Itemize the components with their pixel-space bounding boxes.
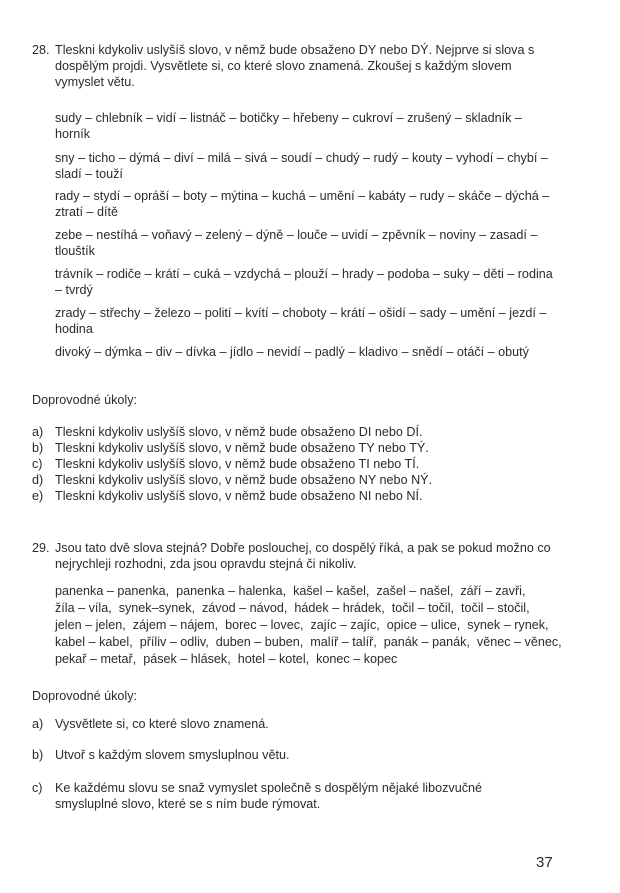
pair-line-5: pekař – metař, pásek – hlásek, hotel – kotel, konec – kopec — [55, 652, 398, 666]
exercise-29-number: 29. — [32, 541, 50, 555]
task-letter: c) — [32, 781, 43, 795]
pair-line-4: kabel – kabel, příliv – odliv, duben – buben, malíř – talíř, panák – panák, věnec – věnec, — [55, 635, 562, 649]
task-letter: c) — [32, 457, 43, 471]
task-text: Tleskni kdykoliv uslyšíš slovo, v němž bude obsaženo TY nebo TÝ. — [55, 441, 429, 455]
task-letter: b) — [32, 441, 44, 455]
word-line-2: sny – ticho – dýmá – diví – milá – sivá – soudí – chudý – rudý – kouty – vyhodí – chybí – sladí – touží — [55, 151, 548, 181]
exercise-28-instruction: Tleskni kdykoliv uslyšíš slovo, v němž bude obsaženo DY nebo DÝ. Nejprve si slova s dospělým projdi. Vysvětlete si, co které slovo znamená. Zkoušej s každým slovem vymyslet větu. — [55, 43, 535, 89]
task-text: Vysvětlete si, co které slovo znamená. — [55, 717, 269, 731]
pair-line-1: panenka – panenka, panenka – halenka, kašel – kašel, zašel – našel, září – zavři, — [55, 584, 526, 598]
pair-line-2: žíla – víla, synek–synek, závod – návod, hádek – hrádek, točil – točil, točil – stočil, — [55, 601, 530, 615]
exercise-28-number: 28. — [32, 43, 50, 57]
exercise-29-instruction: Jsou tato dvě slova stejná? Dobře poslouchej, co dospělý říká, a pak se pokud možno co nejrychleji rozhodni, zda jsou opravdu stejná či nikoliv. — [55, 541, 551, 571]
task-letter: a) — [32, 717, 44, 731]
task-text: Tleskni kdykoliv uslyšíš slovo, v němž bude obsaženo NI nebo NÍ. — [55, 489, 423, 503]
pair-line-3: jelen – jelen, zájem – nájem, borec – lovec, zajíc – zajíc, opice – ulice, synek – rynek, — [55, 618, 549, 632]
task-letter: d) — [32, 473, 44, 487]
word-line-5: trávník – rodiče – krátí – cuká – vzdychá – plouží – hrady – podoba – suky – děti – rodina – tvrdý — [55, 267, 553, 297]
tasks-heading-28: Doprovodné úkoly: — [32, 393, 138, 407]
word-line-7: divoký – dýmka – div – dívka – jídlo – nevidí – padlý – kladivo – snědí – otáčí – obutý — [55, 345, 529, 359]
task-letter: e) — [32, 489, 44, 503]
word-line-3: rady – stydí – opráší – boty – mýtina – kuchá – umění – kabáty – rudy – skáče – dýchá – ztratí – dítě — [55, 189, 550, 219]
task-text: Tleskni kdykoliv uslyšíš slovo, v němž bude obsaženo NY nebo NÝ. — [55, 473, 433, 487]
page-number: 37 — [536, 854, 553, 871]
word-line-6: zrady – střechy – železo – polití – kvítí – choboty – krátí – ošidí – sady – umění – jezdí – hodina — [55, 306, 547, 336]
task-text: Ke každému slovu se snaž vymyslet společně s dospělým nějaké libozvučné smysluplné slovo, které se s ním bude rýmovat. — [55, 781, 483, 811]
task-letter: a) — [32, 425, 44, 439]
task-text: Tleskni kdykoliv uslyšíš slovo, v němž bude obsaženo DI nebo DÍ. — [55, 425, 423, 439]
word-line-4: zebe – nestíhá – voňavý – zelený – dýně – louče – uvidí – zpěvník – noviny – zasadí – tlouštík — [55, 228, 538, 258]
word-line-1: sudy – chlebník – vidí – listnáč – botičky – hřebeny – cukroví – zrušený – skladník – horník — [55, 111, 522, 141]
task-text: Utvoř s každým slovem smysluplnou větu. — [55, 748, 290, 762]
task-letter: b) — [32, 748, 44, 762]
tasks-heading-29: Doprovodné úkoly: — [32, 689, 138, 703]
task-text: Tleskni kdykoliv uslyšíš slovo, v němž bude obsaženo TI nebo TÍ. — [55, 457, 420, 471]
